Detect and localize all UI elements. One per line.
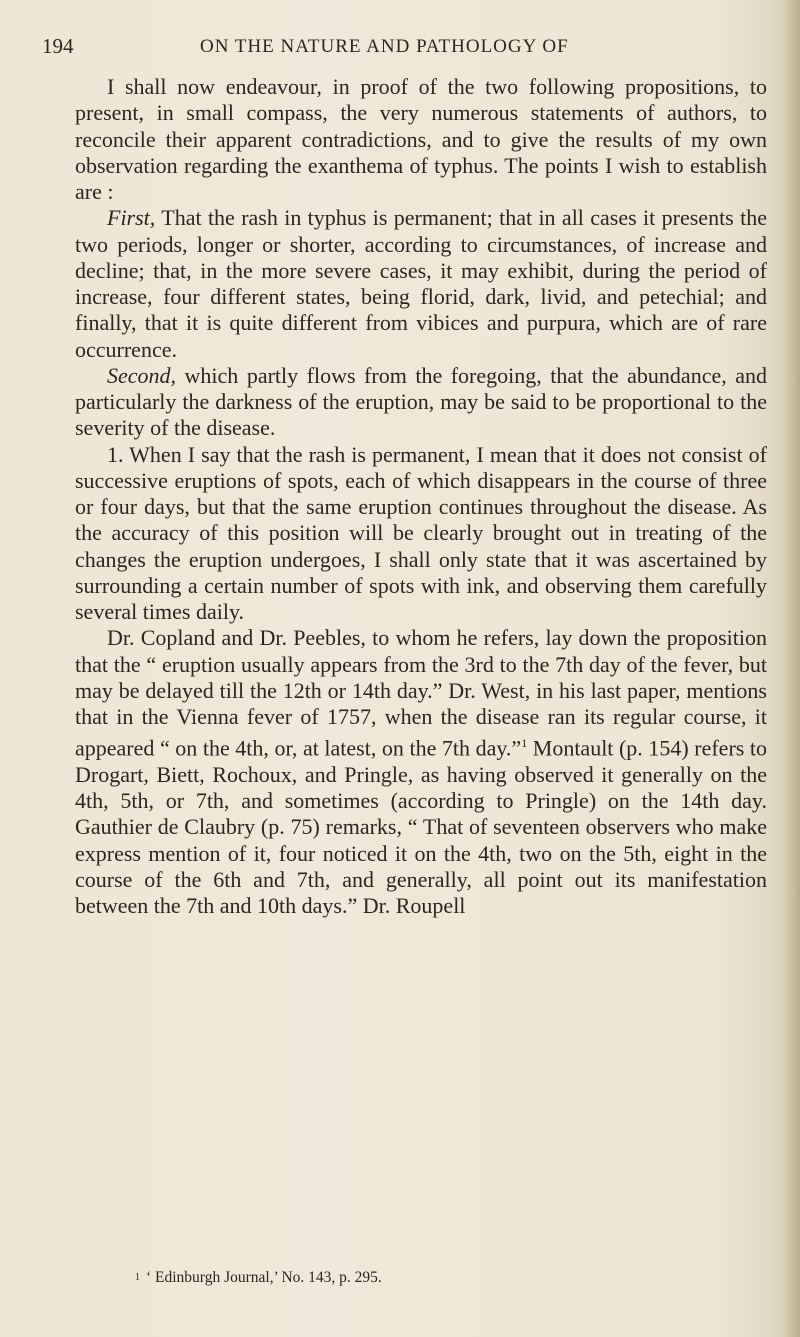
footnote-text: ‘ Edinburgh Journal,’ No. 143, p. 295. [146, 1269, 382, 1286]
page-number: 194 [42, 34, 74, 58]
proposition-label: Second, [107, 362, 177, 388]
running-title: ON THE NATURE AND PATHOLOGY OF [200, 36, 569, 57]
footnote-reference: 1 [521, 736, 528, 751]
paragraph: I shall now endeavour, in proof of the two following propositions, to present, in small compass, the very numerous statements of authors, to reconcile their apparent contradictions, and to give the results of my own observation regarding the exanthema of typhus. The points I wish to establish are : [75, 74, 767, 204]
page-edge [784, 0, 800, 1337]
paragraph: Dr. Copland and Dr. Peebles, to whom he refers, lay down the proposition that the “ eruption usually appears from the 3rd to the 7th day of the fever, but may be delayed till the 12th or 14th day.” Dr. West, in his last paper, mentions that in the Vienna fever of 1757, when the disease ran its regular course, it appeared “ on the 4th, or, at latest, on the 7th day.”$^1$ Montault (p. 154) refers to Drogart, Biett, Rochoux, and Pringle, as having observed it generally on the 4th, 5th, or 7th, and sometimes (according to Pringle) on the 14th day. Gauthier de Claubry (p. 75) remarks, “ That of seventeen observers who make express mention of it, four noticed it on the 4th, two on the 5th, eight in the course of the 6th and 7th, and generally, all point out its manifestation between the 7th and 10th days.” Dr. Roupell [75, 625, 768, 919]
footnote-marker: 1 [135, 1272, 140, 1283]
paragraph: Second, which partly flows from the foregoing, that the abundance, and particularly the darkness of the eruption, may be said to be proportional to the severity of the disease. [75, 362, 767, 441]
footnote [135, 1268, 382, 1288]
proposition-label: First, [107, 205, 156, 231]
page-header [42, 34, 742, 64]
body-text [75, 74, 767, 919]
paragraph: 1. When I say that the rash is permanent, I mean that it does not consist of successive eruptions of spots, each of which disappears in the course of three or four days, but that the same eruption continues throughout the disease. As the accuracy of this position will be clearly brought out in treating of the changes the eruption undergoes, I shall only state that it was ascertained by surrounding a certain number of spots with ink, and observing them carefully several times daily. [75, 441, 767, 624]
paragraph: First, That the rash in typhus is permanent; that in all cases it presents the two periods, longer or shorter, according to circumstances, of increase and decline; that, in the more severe cases, it may exhibit, during the period of increase, four different states, being florid, dark, livid, and petechial; and finally, that it is quite different from vibices and purpura, which are of rare occurrence. [75, 205, 767, 362]
